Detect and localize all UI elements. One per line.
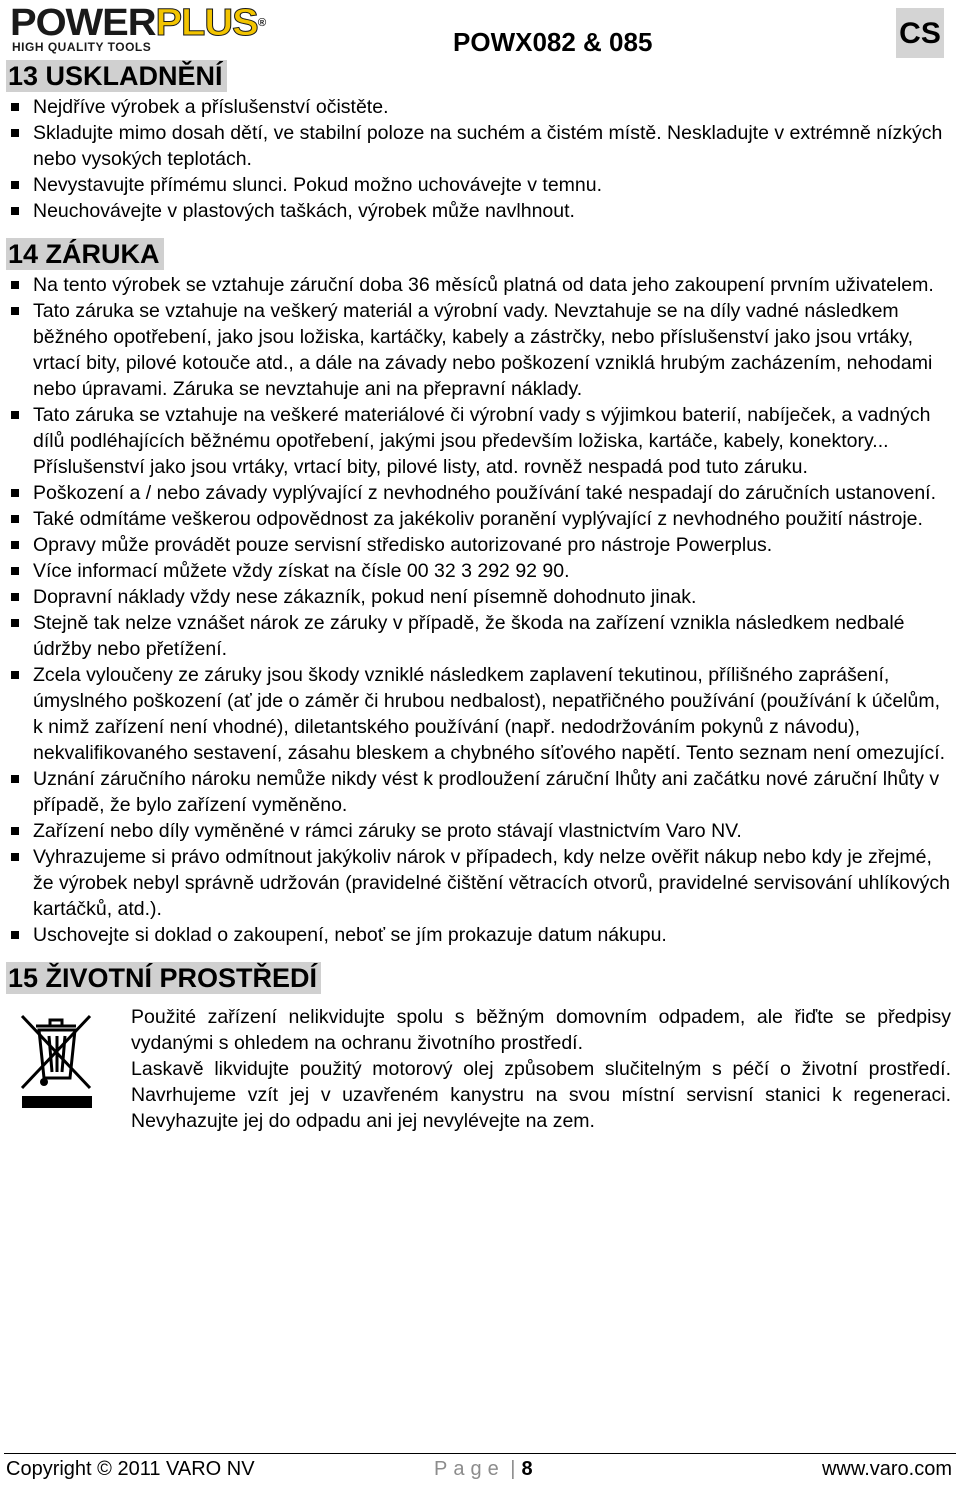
website-link[interactable]: www.varo.com [821,1458,952,1480]
list-item: Více informací můžete vždy získat na čísle 00 32 3 292 92 90. [6,558,950,584]
list-item: Tato záruka se vztahuje na veškeré materiálové či výrobní vady s výjimkou baterií, nabíječek, a vadných dílů podléhajících běžnému opotřebení, jakými jsou především ložiska, kartáče, kabely, konektory... Příslušenství jako jsou vrtáky, vrtací bity, pilové listy, atd. rovněž nespadá pod tuto záruku. [6,402,950,480]
weee-crossed-bin-icon [14,1008,98,1112]
list-item: Dopravní náklady vždy nese zákazník, pokud není písemně dohodnuto jinak. [6,584,950,610]
environment-paragraph: Použité zařízení nelikvidujte spolu s běžným domovním odpadem, ale řiďte se předpisy vydanými s ohledem na ochranu životního prostředí. [131,1006,951,1054]
environment-text [131,1004,951,1134]
page-indicator [434,1458,533,1481]
list-item: Na tento výrobek se vztahuje záruční doba 36 měsíců platná od data jeho zakoupení prvním uživatelem. [6,272,950,298]
list-item: Také odmítáme veškerou odpovědnost za jakékoliv poranění vyplývající z nevhodného použití nástroje. [6,506,950,532]
logo-tagline: HIGH QUALITY TOOLS [12,40,152,54]
list-item: Nevystavujte přímému slunci. Pokud možno uchovávejte v temnu. [6,172,950,198]
list-item: Neuchovávejte v plastových taškách, výrobek může navlhnout. [6,198,950,224]
section-15-title: 15 ŽIVOTNÍ PROSTŘEDÍ [6,962,321,994]
page-footer [6,1458,952,1486]
list-item: Skladujte mimo dosah dětí, ve stabilní poloze na suchém a čistém místě. Neskladujte v extrémně nízkých nebo vysokých teplotách. [6,120,950,172]
list-item: Tato záruka se vztahuje na veškerý materiál a výrobní vady. Nevztahuje se na díly vadné následkem běžného opotřebení, jako jsou ložiska, kartáčky, kabely a zástrčky, nebo příslušenství jako jsou vrtáky, vrtací bity, pilové kotouče atd., a dále na závady nebo poškození vzniklá hrubým zacházením, nehodami nebo úpravami. Záruka se nevztahuje ani na přepravní náklady. [6,298,950,402]
page-number: 8 [521,1458,533,1480]
list-item: Uznání záručního nároku nemůže nikdy vést k prodloužení záruční lhůty ani začátku nové záruční lhůty v případě, že bylo zařízení vyměněno. [6,766,950,818]
registered-mark: ® [257,17,266,29]
list-item: Zařízení nebo díly vyměněné v rámci záruky se proto stávají vlastnictvím Varo NV. [6,818,950,844]
list-item: Zcela vyloučeny ze záruky jsou škody vzniklé následkem zaplavení tekutinou, přílišného zaprášení, úmyslného poškození (ať jde o záměr či hrubou nedbalost), nepatřičného používání (používání k účelům, k nimž zařízení není vhodné), diletantského používání (např. nedodržováním pokynů z návodu), nekvalifikovaného sestavení, zásahu bleskem a chybného síťového napětí. Tento seznam není omezující. [6,662,950,766]
logo-part-power: POWER [10,2,156,44]
page-header [0,0,960,60]
list-item: Vyhrazujeme si právo odmítnout jakýkoliv nárok v případech, kdy nelze ověřit nákup nebo kdy je zřejmé, že výrobek nebyl správně udržován (pravidelné čištění větracích otvorů, pravidelné servisování uhlíkových kartáčků, atd.). [6,844,950,922]
page-separator: | [510,1458,516,1480]
section-14-title: 14 ZÁRUKA [6,238,164,270]
list-item: Opravy může provádět pouze servisní středisko autorizované pro nástroje Powerplus. [6,532,950,558]
page-content [6,60,950,1134]
list-item: Stejně tak nelze vznášet nárok ze záruky v případě, že škoda na zařízení vznikla následkem nedbalé údržby nebo přetížení. [6,610,950,662]
logo-part-plus: PLUS [155,2,258,44]
environment-paragraph: Laskavě likvidujte použitý motorový olej způsobem slučitelným s péčí o životní prostředí. Navrhujeme vzít jej v uzavřeném kanystru na svou místní servisní stanici k regeneraci. Nevyhazujte jej do odpadu ani jej nevylévejte na zem. [131,1058,951,1132]
list-item: Uschovejte si doklad o zakoupení, neboť se jím prokazuje datum nákupu. [6,922,950,948]
language-badge: CS [896,8,944,58]
powerplus-logo [10,2,266,54]
logo-wordmark [10,4,265,42]
section-13-list [6,94,950,224]
copyright-text: Copyright © 2011 VARO NV [6,1458,255,1480]
model-number: POWX082 & 085 [453,27,653,57]
section-14-list [6,272,950,948]
page-label: Page [434,1458,505,1480]
list-item: Poškození a / nebo závady vyplývající z nevhodného používání také nespadají do záručních ustanovení. [6,480,950,506]
section-13-title: 13 USKLADNĚNÍ [6,60,227,92]
footer-divider [4,1453,956,1454]
environment-block [6,1004,950,1134]
list-item: Nejdříve výrobek a příslušenství očistěte. [6,94,950,120]
